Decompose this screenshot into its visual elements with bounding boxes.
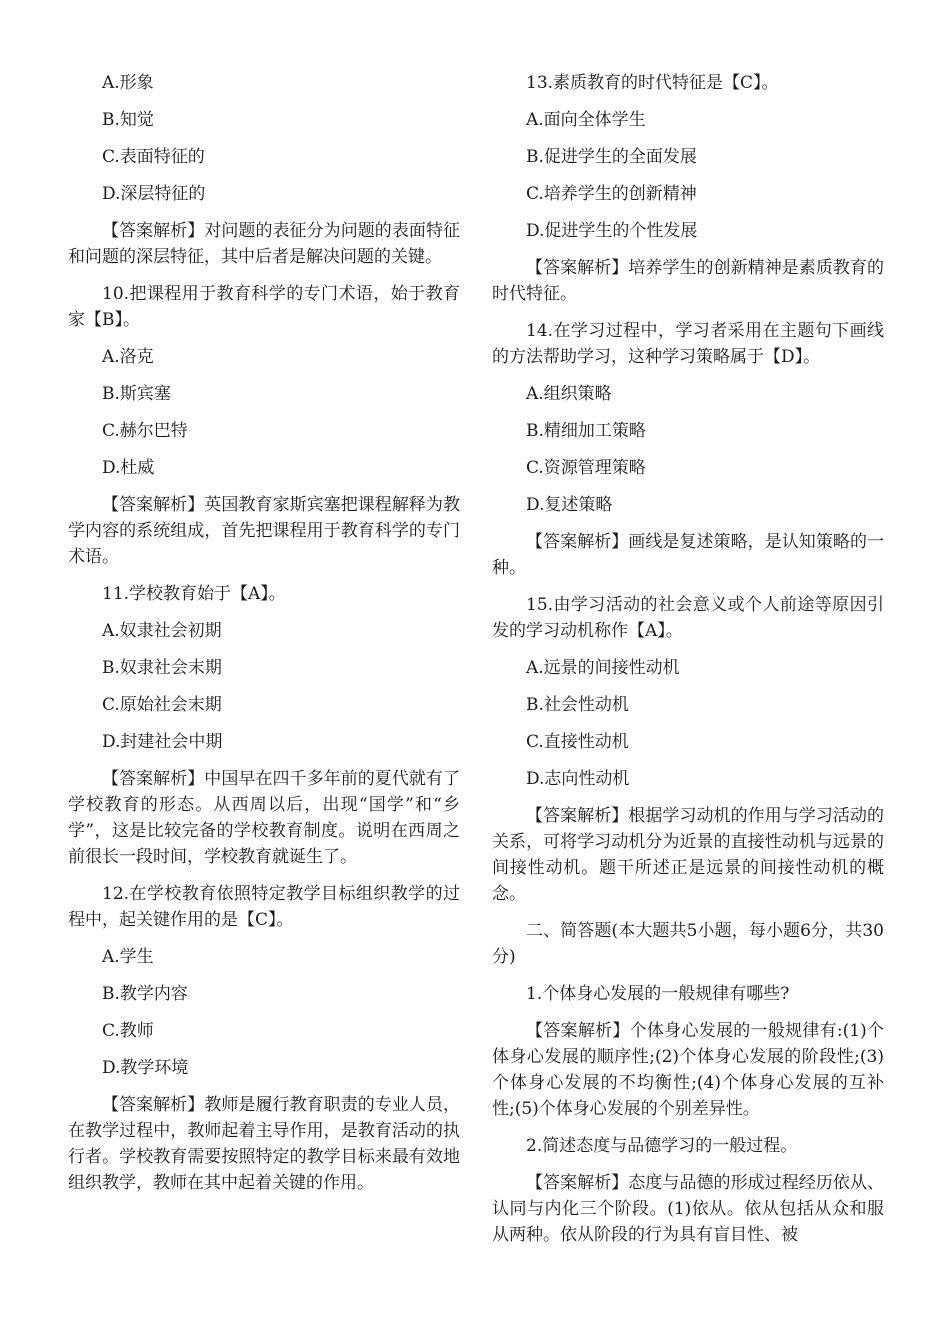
option-text: C.表面特征的: [102, 147, 205, 167]
question-text: 12.在学校教育依照特定教学目标组织教学的过程中，起关键作用的是【C】。: [68, 884, 460, 930]
question-text: 11.学校教育始于【A】。: [102, 584, 286, 604]
option-text: B.知觉: [102, 110, 154, 130]
answer-explanation: 【答案解析】画线是复述策略，是认知策略的一种。: [492, 532, 884, 578]
right-column: [492, 70, 884, 1259]
answer-explanation: 【答案解析】教师是履行教育职责的专业人员，在教学过程中，教师起着主导作用，是教育活动的执行者。学校教育需要按照特定的教学目标来最有效地组织教学，教师在其中起着关键的作用。: [68, 1095, 460, 1193]
option-text: A.学生: [102, 947, 154, 967]
answer-explanation: 【答案解析】英国教育家斯宾塞把课程解释为教学内容的系统组成，首先把课程用于教育科学的专门术语。: [68, 495, 460, 567]
option-text: B.精细加工策略: [526, 421, 646, 441]
answer-explanation: 【答案解析】态度与品德的形成过程经历依从、认同与内化三个阶段。(1)依从。依从包括从众和服从两种。依从阶段的行为具有盲目性、被: [492, 1173, 884, 1245]
section-heading: 二、简答题(本大题共5小题，每小题6分，共30分): [492, 921, 884, 967]
option-text: C.直接性动机: [526, 732, 629, 752]
option-text: B.教学内容: [102, 984, 188, 1004]
option-text: C.资源管理策略: [526, 458, 646, 478]
question-text: 10.把课程用于教育科学的专门术语，始于教育家【B】。: [68, 284, 460, 330]
option-text: D.深层特征的: [102, 184, 206, 204]
option-text: B.社会性动机: [526, 695, 629, 715]
option-text: A.面向全体学生: [526, 110, 646, 130]
option-text: D.教学环境: [102, 1058, 189, 1078]
question-text: 15.由学习活动的社会意义或个人前途等原因引发的学习动机称作【A】。: [492, 595, 884, 641]
option-text: D.复述策略: [526, 495, 613, 515]
answer-explanation: 【答案解析】中国早在四千多年前的夏代就有了学校教育的形态。从西周以后，出现“国学”和“乡学”，这是比较完备的学校教育制度。说明在西周之前很长一段时间，学校教育就诞生了。: [68, 769, 460, 867]
option-text: D.志向性动机: [526, 769, 630, 789]
option-text: A.奴隶社会初期: [102, 621, 222, 641]
option-text: C.赫尔巴特: [102, 421, 188, 441]
question-text: 14.在学习过程中，学习者采用在主题句下画线的方法帮助学习，这种学习策略属于【D】。: [492, 321, 884, 367]
left-column: [68, 70, 460, 1207]
option-text: D.杜威: [102, 458, 155, 478]
answer-explanation: 【答案解析】对问题的表征分为问题的表面特征和问题的深层特征，其中后者是解决问题的关键。: [68, 221, 460, 267]
answer-explanation: 【答案解析】根据学习动机的作用与学习活动的关系，可将学习动机分为近景的直接性动机与远景的间接性动机。题干所述正是远景的间接性动机的概念。: [492, 806, 884, 904]
option-text: B.奴隶社会末期: [102, 658, 222, 678]
option-text: A.形象: [102, 73, 154, 93]
option-text: A.组织策略: [526, 384, 612, 404]
question-text: 13.素质教育的时代特征是【C】。: [526, 73, 779, 93]
option-text: B.斯宾塞: [102, 384, 171, 404]
option-text: C.培养学生的创新精神: [526, 184, 697, 204]
question-text: 1.个体身心发展的一般规律有哪些?: [526, 984, 790, 1004]
option-text: D.促进学生的个性发展: [526, 221, 698, 241]
option-text: B.促进学生的全面发展: [526, 147, 697, 167]
answer-explanation: 【答案解析】培养学生的创新精神是素质教育的时代特征。: [492, 258, 884, 304]
answer-explanation: 【答案解析】个体身心发展的一般规律有:(1)个体身心发展的顺序性;(2)个体身心发展的阶段性;(3)个体身心发展的不均衡性;(4)个体身心发展的互补性;(5)个体身心发展的个别差异性。: [492, 1021, 884, 1119]
option-text: C.原始社会末期: [102, 695, 222, 715]
option-text: A.远景的间接性动机: [526, 658, 680, 678]
option-text: A.洛克: [102, 347, 154, 367]
option-text: C.教师: [102, 1021, 154, 1041]
option-text: D.封建社会中期: [102, 732, 223, 752]
question-text: 2.简述态度与品德学习的一般过程。: [526, 1136, 798, 1156]
